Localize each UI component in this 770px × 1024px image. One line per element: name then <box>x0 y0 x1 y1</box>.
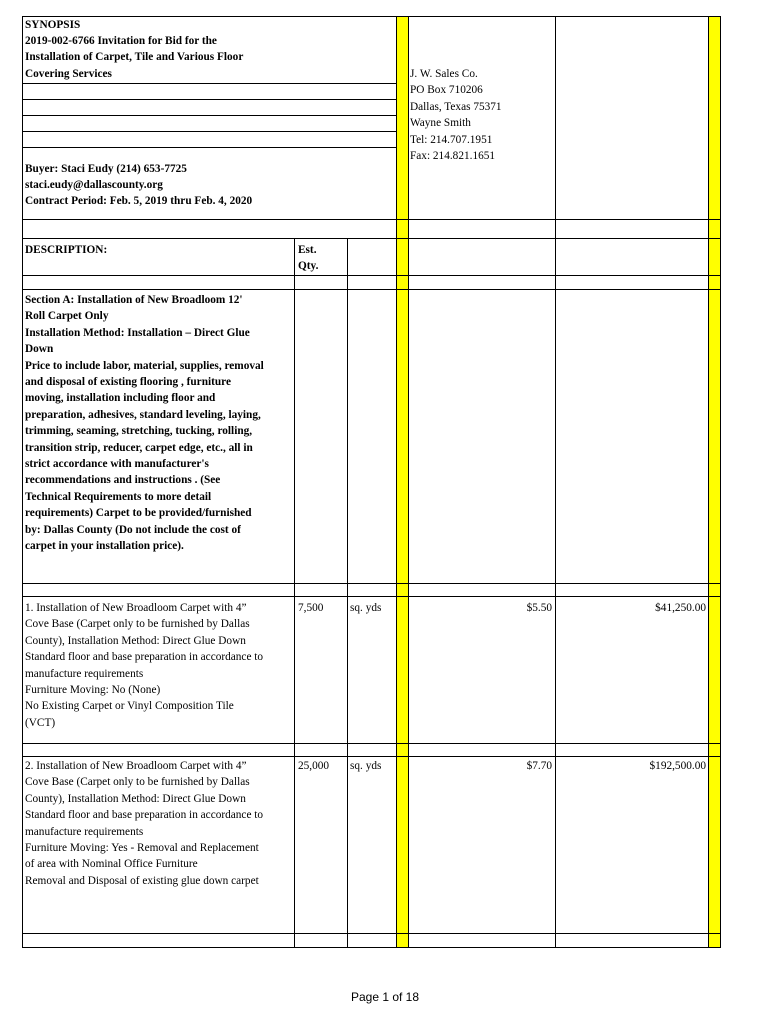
grid-line <box>22 947 721 948</box>
page-number: Page 1 of 18 <box>350 990 420 1004</box>
highlight-column-unit-price <box>396 16 408 948</box>
item-1-total: $41,250.00 <box>655 602 706 614</box>
item-1-unit-price: $5.50 <box>526 602 552 614</box>
item-2-qty: 25,000 <box>298 760 330 772</box>
grid-line <box>22 743 721 744</box>
grid-line <box>555 16 556 948</box>
grid-line <box>720 16 721 948</box>
vendor-address: J. W. Sales Co. PO Box 710206 Dallas, Texas 75371 Wayne Smith Tel: 214.707.1951 Fax: 214.821.1651 <box>410 68 502 163</box>
grid-line <box>22 131 396 132</box>
grid-line <box>408 16 409 948</box>
grid-line <box>22 933 721 934</box>
bid-title: 2019-002-6766 Invitation for Bid for the Installation of Carpet, Tile and Various Floor Covering Services <box>25 35 244 80</box>
grid-line <box>347 238 348 948</box>
section-a-description: Section A: Installation of New Broadloom 12' Roll Carpet Only Installation Method: Installation – Direct Glue Down Price to include labor, material, supplies, removal and disposal of existing flooring , furniture moving, installation including floor and preparation, adhesives, standard leveling, laying, trimming, seaming, stretching, tucking, rolling, transition strip, reducer, carpet edge, etc., all in strict accordance with manufacturer's recommendations and instructions . (See Technical Requirements to more detail requirements) Carpet to be provided/furnished by: Dallas County (Do not include the cost of carpet in your installation price). <box>25 294 264 553</box>
grid-line <box>22 99 396 100</box>
buyer-email: staci.eudy@dallascounty.org <box>25 179 163 191</box>
grid-line <box>22 756 721 757</box>
grid-line <box>22 275 721 276</box>
item-1-qty: 7,500 <box>298 602 324 614</box>
item-1-unit: sq. yds <box>350 602 382 614</box>
item-2-unit-price: $7.70 <box>526 760 552 772</box>
grid-line <box>294 238 295 948</box>
grid-line <box>396 16 397 948</box>
est-qty-header: Est. Qty. <box>298 244 319 273</box>
description-header: DESCRIPTION: <box>25 244 108 256</box>
grid-line <box>22 16 721 17</box>
grid-line <box>22 583 721 584</box>
item-2-unit: sq. yds <box>350 760 382 772</box>
item-2-total: $192,500.00 <box>649 760 706 772</box>
grid-line <box>22 115 396 116</box>
grid-line <box>22 289 721 290</box>
grid-line <box>708 16 709 948</box>
buyer-contact: Buyer: Staci Eudy (214) 653-7725 <box>25 163 187 175</box>
contract-period: Contract Period: Feb. 5, 2019 thru Feb. 4, 2020 <box>25 195 253 207</box>
grid-line <box>22 147 396 148</box>
grid-line <box>22 238 721 239</box>
grid-line <box>22 219 721 220</box>
item-2-description: 2. Installation of New Broadloom Carpet with 4” Cove Base (Carpet only to be furnished by Dallas County), Installation Method: Direct Glue Down Standard floor and base preparation in accordance to manufacture requirements Furniture Moving: Yes - Removal and Replacement of area with Nominal Office Furniture Removal and Disposal of existing glue down carpet <box>25 760 264 887</box>
grid-line <box>22 83 396 84</box>
grid-line <box>22 596 721 597</box>
grid-line <box>22 16 23 948</box>
highlight-column-total <box>708 16 720 948</box>
synopsis-title: SYNOPSIS <box>25 19 81 31</box>
item-1-description: 1. Installation of New Broadloom Carpet with 4” Cove Base (Carpet only to be furnished by Dallas County), Installation Method: Direct Glue Down Standard floor and base preparation in accordance to manufacture requirements Furniture Moving: No (None) No Existing Carpet or Vinyl Composition Tile (VCT) <box>25 602 264 729</box>
